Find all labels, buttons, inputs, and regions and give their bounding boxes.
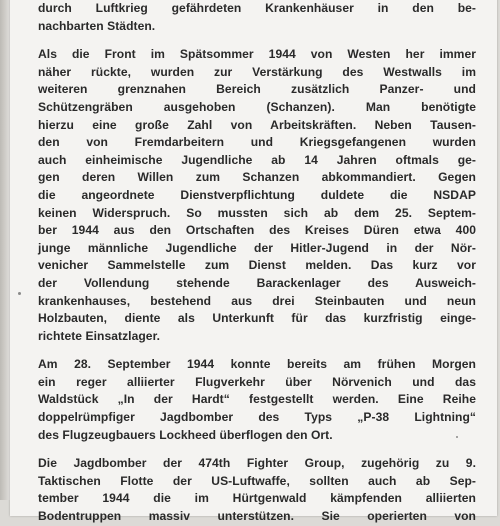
paragraph-3 [38, 356, 476, 444]
text-line: nachbarten Städten. [38, 18, 156, 33]
text-line: junge männliche Jugendliche der Hitler-Jugend in der Nör- [38, 240, 476, 255]
text-line: des Flugzeugbauers Lockheed überflogen den Ort. [38, 427, 333, 442]
text-line: Am 28. September 1944 konnte bereits am frühen Morgen [38, 357, 476, 372]
scan-speck [456, 436, 458, 438]
text-line: venicher Sammelstelle zum Dienst melden. Das kurz vor [38, 258, 476, 273]
text-line: ber 1944 aus den Ortschaften des Kreises Düren etwa 400 [38, 223, 476, 238]
page-binding-edge [0, 0, 10, 500]
text-line: auch einheimische Jugendliche ab 14 Jahren oftmals ge- [38, 152, 476, 167]
text-line: Die Jagdbomber der 474th Fighter Group, zugehörig zu 9. [38, 456, 476, 471]
text-line: Bodentruppen massiv unterstützen. Sie operierten von [38, 509, 476, 524]
paragraph-2 [38, 46, 476, 345]
text-line: der Vollendung stehende Barackenlager des Ausweich- [38, 275, 476, 290]
text-line: krankenhauses, bestehend aus drei Steinbauten und neun [38, 293, 476, 308]
text-line: ein reger alliierter Flugverkehr über Nörvenich und das [38, 374, 476, 389]
text-line: richtete Einsatzlager. [38, 328, 161, 343]
paragraph-4 [38, 455, 476, 525]
text-line: Schützengräben ausgehoben (Schanzen). Man benötigte [38, 99, 476, 114]
text-line: gen deren Willen zum Schanzen abkommandiert. Gegen [38, 170, 476, 185]
text-line: tember 1944 die im Hürtgenwald kämpfenden alliierten [38, 491, 476, 506]
text-line: doppelrümpfiger Jagdbomber des Typs „P-38 Lightning“ [38, 410, 476, 425]
text-line: die angeordnete Dienstverpflichtung duldete die NSDAP [38, 187, 476, 202]
scan-speck [18, 292, 21, 295]
text-line: keinen Widerspruch. So mussten sich ab dem 25. Septem- [38, 205, 476, 220]
text-line: Taktischen Flotte der US-Luftwaffe, sollten auch ab Sep- [38, 473, 476, 488]
text-line: weiteren grenznahen Bereich zusätzlich Panzer- und [38, 82, 476, 97]
text-line: den von Fremdarbeitern und Kriegsgefangenen wurden [38, 135, 476, 150]
text-line: näher rückte, wurden zur Verstärkung des Westwalls im [38, 64, 476, 79]
document-body [38, 0, 476, 526]
text-line: Holzbauten, diente als Unterkunft für das kurzfristig einge- [38, 311, 476, 326]
paragraph-1 [38, 0, 476, 35]
text-line: durch Luftkrieg gefährdeten Krankenhäuser in den be- [38, 1, 476, 15]
text-line: Als die Front im Spätsommer 1944 von Westen her immer [38, 47, 476, 62]
text-line: Waldstück „In der Hardt“ festgestellt werden. Eine Reihe [38, 392, 476, 407]
text-line: hierzu eine große Zahl von Arbeitskräften. Neben Tausen- [38, 117, 476, 132]
